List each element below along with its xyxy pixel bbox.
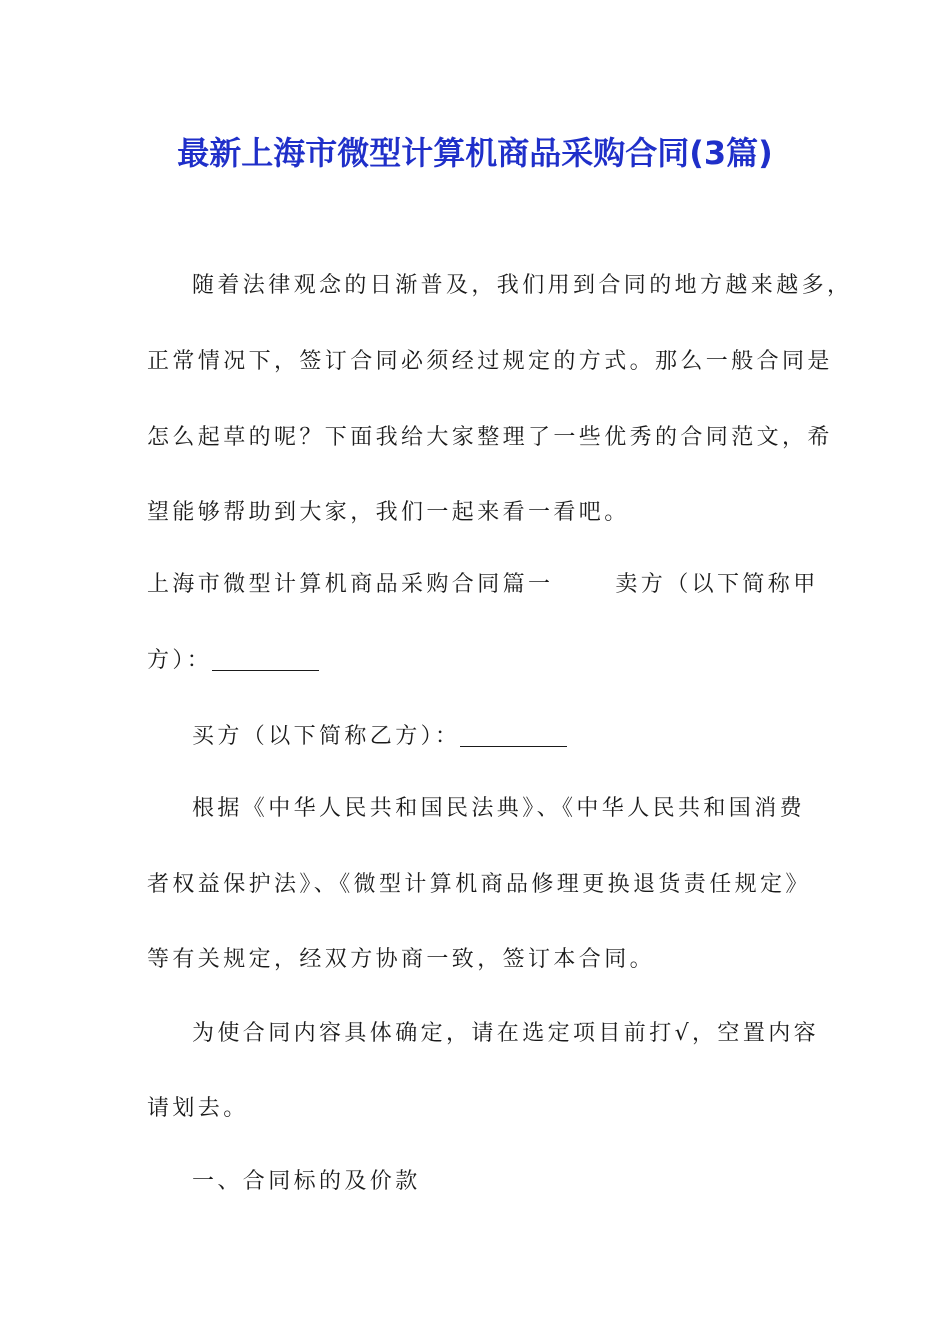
document-title: 最新上海市微型计算机商品采购合同(3篇)	[177, 134, 773, 172]
section-heading: 上海市微型计算机商品采购合同篇一	[147, 572, 554, 597]
basis-line-2: 者权益保护法》、《微型计算机商品修理更换退货责任规定》	[147, 872, 811, 897]
instruction-line-1: 为使合同内容具体确定，请在选定项目前打√，空置内容	[192, 1021, 820, 1046]
intro-line-3: 怎么起草的呢？下面我给大家整理了一些优秀的合同范文，希	[147, 425, 833, 450]
seller-label-part1: 卖方（以下简称甲	[615, 572, 819, 597]
buyer-row	[192, 722, 567, 752]
basis-line-3: 等有关规定，经双方协商一致，签订本合同。	[147, 947, 656, 972]
intro-line-1: 随着法律观念的日渐普及，我们用到合同的地方越来越多，	[192, 273, 853, 298]
section-heading-row	[147, 570, 819, 600]
clause-heading-1: 一、合同标的及价款	[192, 1169, 421, 1194]
intro-line-2: 正常情况下，签订合同必须经过规定的方式。那么一般合同是	[147, 349, 833, 374]
seller-row	[147, 646, 319, 676]
buyer-label: 买方（以下简称乙方）：	[192, 724, 461, 749]
seller-label-part2: 方）：	[147, 648, 213, 673]
instruction-line-2: 请划去。	[147, 1096, 249, 1121]
basis-line-1: 根据《中华人民共和国民法典》、《中华人民共和国消费	[192, 796, 806, 821]
buyer-name-blank	[460, 724, 567, 747]
seller-name-blank	[212, 648, 319, 671]
intro-line-4: 望能够帮助到大家，我们一起来看一看吧。	[147, 500, 630, 525]
